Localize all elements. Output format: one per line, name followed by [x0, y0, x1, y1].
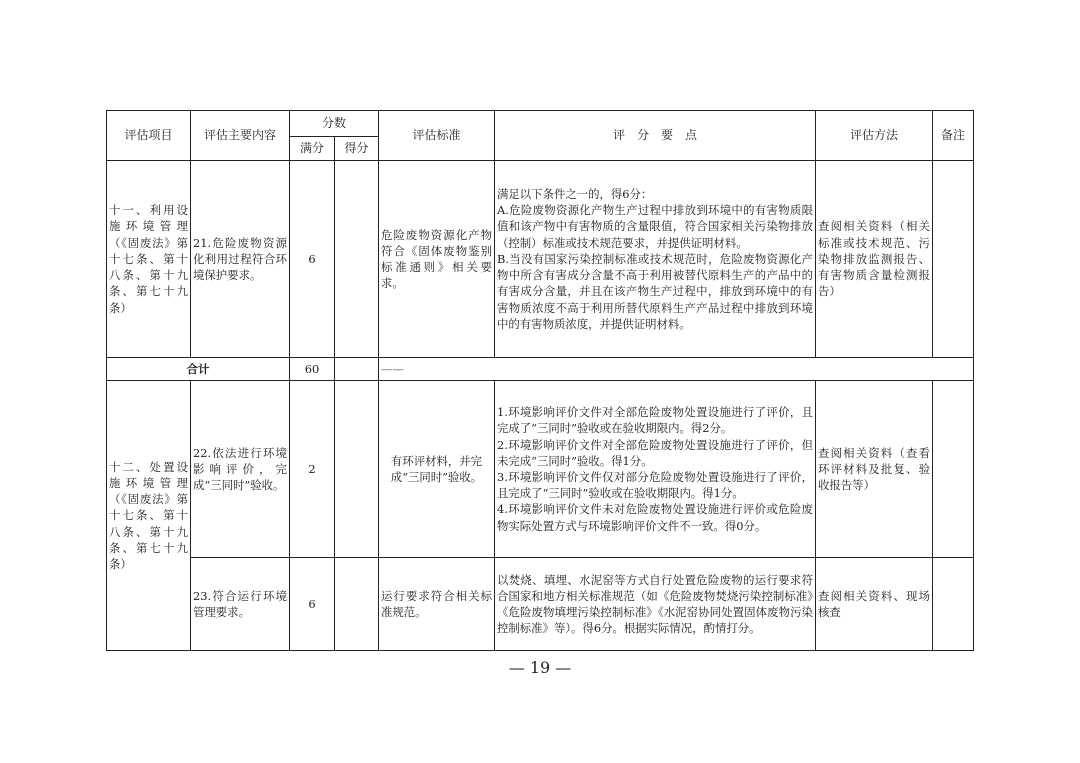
row22-point: 2.环境影响评价文件对全部危险废物处置设施进行了评价，但未完成“三同时”验收。得1分。: [497, 437, 813, 468]
row23-got-score[interactable]: [335, 558, 379, 651]
row12-item: 十二、处置设施环境管理（《固废法》第十七条、第十八条、第十九条、第七十九条）: [107, 381, 191, 651]
header-score: 分数: [290, 111, 379, 137]
row22-remark: [933, 381, 974, 558]
row22-points: [495, 381, 816, 558]
table-row-23: [107, 558, 974, 651]
row21-got-score[interactable]: [335, 161, 379, 358]
row23-content: 23.符合运行环境管理要求。: [191, 558, 290, 651]
row23-method: 查阅相关资料、现场核查: [816, 558, 933, 651]
row21-method: 查阅相关资料（相关标准或技术规范、污染物排放监测报告、有害物质含量检测报告）: [816, 161, 933, 358]
row22-method: 查阅相关资料（查看环评材料及批复、验收报告等）: [816, 381, 933, 558]
header-points: 评 分 要 点: [495, 111, 816, 161]
total-standard: ——: [379, 358, 974, 381]
header-row: [107, 111, 974, 137]
row21-standard: 危险废物资源化产物符合《固体废物鉴别标准通则》相关要求。: [379, 161, 495, 358]
row22-point: 4.环境影响评价文件未对危险废物处置设施进行评价或危险废物实际处置方式与环境影响评价文件不一致。得0分。: [497, 502, 813, 533]
row22-content: 22.依法进行环境影响评价，完成“三同时”验收。: [191, 381, 290, 558]
header-item: 评估项目: [107, 111, 191, 161]
header-method: 评估方法: [816, 111, 933, 161]
total-got-score[interactable]: [335, 358, 379, 381]
table-row-22: [107, 381, 974, 558]
row21-point: B.当没有国家污染控制标准或技术规范时，危险废物资源化产物中所含有害成分含量不高于利用被替代原料生产的产品中的有害成分含量，并且在该产物生产过程中，排放到环境中的有害物质浓度不高于利用所替代原料生产产品过程中排放到环境中的有害物质浓度，并提供证明材料。: [497, 251, 813, 331]
row21-full-score: 6: [290, 161, 335, 358]
total-row: [107, 358, 974, 381]
row22-full-score: 2: [290, 381, 335, 558]
header-standard: 评估标准: [379, 111, 495, 161]
evaluation-table: [106, 110, 974, 651]
header-remark: 备注: [933, 111, 974, 161]
header-got-score: 得分: [335, 137, 379, 161]
row23-remark: [933, 558, 974, 651]
row23-standard: 运行要求符合相关标准规范。: [379, 558, 495, 651]
table-row-21: [107, 161, 974, 358]
header-content: 评估主要内容: [191, 111, 290, 161]
page-number: — 19 —: [508, 658, 572, 677]
row21-point: 满足以下条件之一的，得6分：: [497, 187, 653, 202]
header-full-score: 满分: [290, 137, 335, 161]
row21-points: [495, 161, 816, 358]
row21-item: 十一、利用设施环境管理（《固废法》第十七条、第十八条、第十九条、第七十九条）: [107, 161, 191, 358]
row22-point: 1.环境影响评价文件对全部危险废物处置设施进行了评价，且完成了“三同时”验收或在验收期限内。得2分。: [497, 405, 813, 436]
total-label: 合计: [107, 358, 290, 381]
row21-remark: [933, 161, 974, 358]
row21-point: A.危险废物资源化产物生产过程中排放到环境中的有害物质限值和该产物中有害物质的含量限值，符合国家相关污染物排放（控制）标准或技术规范要求，并提供证明材料。: [497, 203, 813, 250]
row23-full-score: 6: [290, 558, 335, 651]
row23-points: 以焚烧、填埋、水泥窑等方式自行处置危险废物的运行要求符合国家和地方相关标准规范（如《危险废物焚烧污染控制标准》《危险废物填埋污染控制标准》《水泥窑协同处置固体废物污染控制标准》等）。得6分。根据实际情况，酌情打分。: [495, 558, 816, 651]
row21-content: 21.危险废物资源化利用过程符合环境保护要求。: [191, 161, 290, 358]
row22-got-score[interactable]: [335, 381, 379, 558]
total-full-score: 60: [290, 358, 335, 381]
row22-standard: 有环评材料，并完成“三同时”验收。: [379, 381, 495, 558]
row22-point: 3.环境影响评价文件仅对部分危险废物处置设施进行了评价，且完成了“三同时”验收或在验收期限内。得1分。: [497, 470, 813, 501]
